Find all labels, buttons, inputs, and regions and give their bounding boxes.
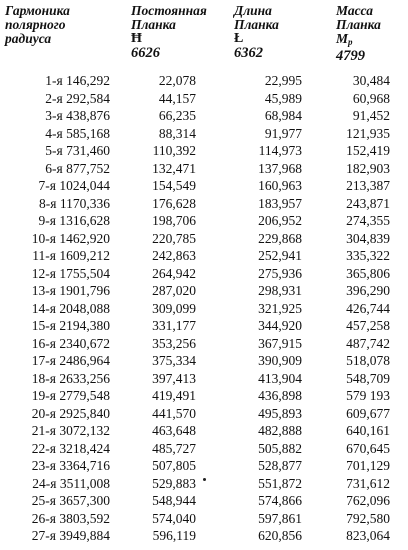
radius-value: 3657,300 <box>59 493 110 508</box>
planck-length-cell: 620,856 <box>258 528 302 543</box>
planck-constant-cell: 287,020 <box>152 283 196 298</box>
planck-mass-cell: 762,096 <box>346 493 390 508</box>
planck-length-cell: 367,915 <box>258 335 302 351</box>
table-row <box>0 247 408 265</box>
harmonic-label: 7-я <box>38 178 56 193</box>
harmonic-label: 9-я <box>38 213 56 228</box>
harmonic-label: 12-я <box>31 265 56 281</box>
planck-mass-cell: 365,806 <box>346 265 390 281</box>
radius-value: 2779,548 <box>59 388 110 403</box>
planck-length-cell: 275,936 <box>258 265 302 281</box>
table-row <box>0 160 408 178</box>
radius-value: 2925,840 <box>59 405 110 421</box>
header-text: радиуса <box>5 31 52 46</box>
planck-constant-cell: 154,549 <box>152 178 196 193</box>
planck-constant-cell: 529,883 <box>152 475 196 491</box>
harmonic-label: 24-я <box>32 475 57 491</box>
planck-length-cell: 551,872 <box>258 475 302 491</box>
table-row <box>0 212 408 230</box>
harmonic-label: 13-я <box>31 283 56 298</box>
harmonic-radius-cell <box>4 282 110 300</box>
harmonic-label: 14-я <box>31 300 56 316</box>
header-harmonic-radius <box>5 4 70 46</box>
planck-mass-cell: 91,452 <box>352 108 390 123</box>
table-row <box>0 370 408 388</box>
harmonic-radius-cell <box>4 527 110 545</box>
planck-length-cell: 137,968 <box>258 160 302 176</box>
radius-value: 1462,920 <box>59 230 110 246</box>
header-text: Планка <box>234 17 279 32</box>
harmonic-label: 17-я <box>31 353 56 368</box>
planck-mass-cell: 121,935 <box>346 125 390 141</box>
planck-constant-cell: 88,314 <box>158 125 196 141</box>
header-text: полярного <box>5 17 66 32</box>
table-row <box>0 265 408 283</box>
header-number: 4799 <box>336 48 365 64</box>
planck-mass-cell: 304,839 <box>346 230 390 246</box>
radius-value: 3803,592 <box>59 510 110 526</box>
planck-mass-cell: 30,484 <box>352 73 390 88</box>
planck-constant-cell: 397,413 <box>152 370 196 386</box>
radius-value: 1316,628 <box>59 213 110 228</box>
planck-length-cell: 160,963 <box>258 178 302 193</box>
harmonic-radius-cell <box>4 177 110 195</box>
harmonic-label: 10-я <box>31 230 56 246</box>
harmonic-label: 18-я <box>31 370 56 386</box>
planck-mass-cell: 640,161 <box>346 423 390 438</box>
table-row <box>0 422 408 440</box>
planck-constant-cell: 507,805 <box>152 458 196 473</box>
radius-value: 292,584 <box>66 90 110 106</box>
planck-constant-cell: 441,570 <box>152 405 196 421</box>
planck-mass-cell: 274,355 <box>346 213 390 228</box>
harmonic-radius-cell <box>4 475 110 493</box>
planck-length-cell: 321,925 <box>258 300 302 316</box>
harmonic-radius-cell <box>4 440 110 458</box>
table-row <box>0 317 408 335</box>
planck-constant-cell: 110,392 <box>152 143 196 158</box>
table-header <box>0 4 408 70</box>
planck-mass-cell: 548,709 <box>346 370 390 386</box>
harmonic-radius-cell <box>4 107 110 125</box>
planck-constant-cell: 485,727 <box>152 440 196 456</box>
planck-constant-cell: 574,040 <box>152 510 196 526</box>
harmonic-label: 26-я <box>31 510 56 526</box>
planck-constant-cell: 220,785 <box>152 230 196 246</box>
planck-mass-cell: 60,968 <box>352 90 390 106</box>
planck-constant-cell: 44,157 <box>158 90 196 106</box>
harmonic-label: 11-я <box>32 248 56 263</box>
print-speck <box>203 478 206 481</box>
planck-mass-cell: 823,064 <box>346 528 390 543</box>
harmonic-radius-cell <box>4 265 110 283</box>
table-row <box>0 387 408 405</box>
harmonic-radius-cell <box>4 90 110 108</box>
table-row <box>0 457 408 475</box>
planck-length-cell: 495,893 <box>258 405 302 421</box>
header-text: Длина <box>234 3 272 18</box>
planck-mass-cell: 457,258 <box>346 318 390 333</box>
planck-length-cell: 413,904 <box>258 370 302 386</box>
planck-mass-cell: 396,290 <box>346 283 390 298</box>
table-row <box>0 282 408 300</box>
radius-value: 2486,964 <box>59 353 110 368</box>
harmonic-label: 25-я <box>31 493 56 508</box>
planck-constant-cell: 242,863 <box>152 248 196 263</box>
planck-mass-cell: 792,580 <box>346 510 390 526</box>
planck-length-cell: 436,898 <box>258 388 302 403</box>
radius-value: 3218,424 <box>59 440 110 456</box>
radius-value: 1755,504 <box>59 265 110 281</box>
planck-mass-cell: 731,612 <box>346 475 390 491</box>
harmonic-radius-cell <box>4 422 110 440</box>
planck-length-cell: 482,888 <box>258 423 302 438</box>
planck-length-cell: 528,877 <box>258 458 302 473</box>
header-text: Планка <box>131 17 176 32</box>
planck-length-cell: 298,931 <box>258 283 302 298</box>
harmonic-radius-cell <box>4 195 110 213</box>
harmonic-label: 8-я <box>39 195 57 211</box>
radius-value: 877,752 <box>66 160 110 176</box>
planck-mass-cell: 182,903 <box>346 160 390 176</box>
harmonic-label: 15-я <box>31 318 56 333</box>
planck-mass-cell: 670,645 <box>346 440 390 456</box>
harmonic-label: 21-я <box>31 423 56 438</box>
table-row <box>0 335 408 353</box>
header-symbol: Ħ <box>131 31 142 46</box>
harmonic-radius-cell <box>4 317 110 335</box>
header-planck-length <box>234 4 279 60</box>
header-number: 6626 <box>131 45 160 61</box>
harmonic-radius-cell <box>4 352 110 370</box>
harmonic-label: 23-я <box>31 458 56 473</box>
header-number: 6362 <box>234 45 263 61</box>
planck-constant-cell: 331,177 <box>152 318 196 333</box>
harmonic-label: 3-я <box>45 108 63 123</box>
header-text: Гармоника <box>5 3 70 18</box>
planck-mass-cell: 579 193 <box>346 388 390 403</box>
table-row <box>0 492 408 510</box>
planck-mass-cell: 152,419 <box>346 143 390 158</box>
table-row <box>0 405 408 423</box>
radius-value: 3072,132 <box>59 423 110 438</box>
radius-value: 585,168 <box>66 125 110 141</box>
table-body <box>0 72 408 545</box>
harmonic-label: 16-я <box>31 335 56 351</box>
harmonic-radius-cell <box>4 370 110 388</box>
planck-mass-cell: 426,744 <box>346 300 390 316</box>
radius-value: 1609,212 <box>59 248 110 263</box>
radius-value: 146,292 <box>66 73 110 88</box>
header-symbol: Ł <box>234 31 244 46</box>
radius-value: 2194,380 <box>59 318 110 333</box>
planck-mass-cell: 518,078 <box>346 353 390 368</box>
planck-length-cell: 45,989 <box>264 90 302 106</box>
radius-value: 2340,672 <box>59 335 110 351</box>
radius-value: 438,876 <box>66 108 110 123</box>
header-text: Планка <box>336 17 381 32</box>
table-row <box>0 510 408 528</box>
planck-length-cell: 390,909 <box>258 353 302 368</box>
harmonic-radius-cell <box>4 125 110 143</box>
harmonic-radius-cell <box>4 492 110 510</box>
planck-length-cell: 229,868 <box>258 230 302 246</box>
table-row <box>0 230 408 248</box>
planck-constant-cell: 375,334 <box>152 353 196 368</box>
planck-mass-cell: 609,677 <box>346 405 390 421</box>
planck-length-cell: 22,995 <box>264 73 302 88</box>
harmonic-radius-cell <box>4 335 110 353</box>
planck-constant-cell: 22,078 <box>158 73 196 88</box>
radius-value: 1901,796 <box>59 283 110 298</box>
radius-value: 2633,256 <box>59 370 110 386</box>
radius-value: 1170,336 <box>59 195 110 211</box>
planck-constant-cell: 132,471 <box>152 160 196 176</box>
table-row <box>0 90 408 108</box>
harmonic-radius-cell <box>4 457 110 475</box>
planck-length-cell: 206,952 <box>258 213 302 228</box>
header-symbol: M <box>336 31 349 46</box>
planck-length-cell: 114,973 <box>258 143 302 158</box>
planck-constant-cell: 309,099 <box>152 300 196 316</box>
planck-mass-cell: 335,322 <box>346 248 390 263</box>
header-planck-constant <box>131 4 207 60</box>
harmonic-radius-cell <box>4 510 110 528</box>
radius-value: 3949,884 <box>59 528 110 543</box>
table-row <box>0 527 408 545</box>
harmonic-radius-cell <box>4 405 110 423</box>
planck-length-cell: 574,866 <box>258 493 302 508</box>
planck-length-cell: 505,882 <box>258 440 302 456</box>
table-row <box>0 177 408 195</box>
harmonic-label: 22-я <box>31 440 56 456</box>
header-planck-mass <box>336 4 381 63</box>
table-row <box>0 195 408 213</box>
planck-length-cell: 597,861 <box>258 510 302 526</box>
planck-length-cell: 91,977 <box>264 125 302 141</box>
harmonic-label: 1-я <box>45 73 63 88</box>
planck-mass-cell: 701,129 <box>346 458 390 473</box>
harmonic-radius-cell <box>4 142 110 160</box>
radius-value: 731,460 <box>66 143 110 158</box>
harmonic-label: 19-я <box>31 388 56 403</box>
planck-mass-cell: 243,871 <box>346 195 390 211</box>
harmonic-radius-cell <box>4 160 110 178</box>
harmonic-label: 4-я <box>45 125 63 141</box>
table-row <box>0 300 408 318</box>
harmonic-radius-cell <box>4 300 110 318</box>
table-row <box>0 72 408 90</box>
harmonic-radius-cell <box>4 212 110 230</box>
planck-constant-cell: 66,235 <box>158 108 196 123</box>
table-row <box>0 440 408 458</box>
planck-constant-cell: 419,491 <box>152 388 196 403</box>
radius-value: 3511,008 <box>59 475 110 491</box>
harmonic-radius-cell <box>4 72 110 90</box>
planck-length-cell: 183,957 <box>258 195 302 211</box>
harmonic-radius-cell <box>4 230 110 248</box>
planck-constant-cell: 264,942 <box>152 265 196 281</box>
planck-constant-cell: 353,256 <box>152 335 196 351</box>
planck-mass-cell: 487,742 <box>346 335 390 351</box>
planck-length-cell: 68,984 <box>264 108 302 123</box>
header-text: Постоянная <box>131 3 207 18</box>
harmonic-label: 6-я <box>45 160 63 176</box>
harmonic-radius-cell <box>4 247 110 265</box>
planck-constant-cell: 176,628 <box>152 195 196 211</box>
harmonic-radius-cell <box>4 387 110 405</box>
planck-length-cell: 344,920 <box>258 318 302 333</box>
harmonic-label: 2-я <box>45 90 63 106</box>
planck-mass-cell: 213,387 <box>346 178 390 193</box>
planck-constant-cell: 548,944 <box>152 493 196 508</box>
table-row <box>0 125 408 143</box>
table-row <box>0 352 408 370</box>
radius-value: 1024,044 <box>59 178 110 193</box>
planck-constant-cell: 596,119 <box>152 528 196 543</box>
radius-value: 3364,716 <box>59 458 110 473</box>
harmonic-label: 27-я <box>31 528 56 543</box>
planck-constant-cell: 198,706 <box>152 213 196 228</box>
planck-length-cell: 252,941 <box>258 248 302 263</box>
header-symbol-line <box>336 32 381 49</box>
harmonic-label: 5-я <box>45 143 63 158</box>
table-row <box>0 107 408 125</box>
planck-constant-cell: 463,648 <box>152 423 196 438</box>
header-subscript: p <box>348 37 353 47</box>
harmonic-label: 20-я <box>31 405 56 421</box>
header-text: Масса <box>336 3 373 18</box>
table-row <box>0 142 408 160</box>
radius-value: 2048,088 <box>59 300 110 316</box>
